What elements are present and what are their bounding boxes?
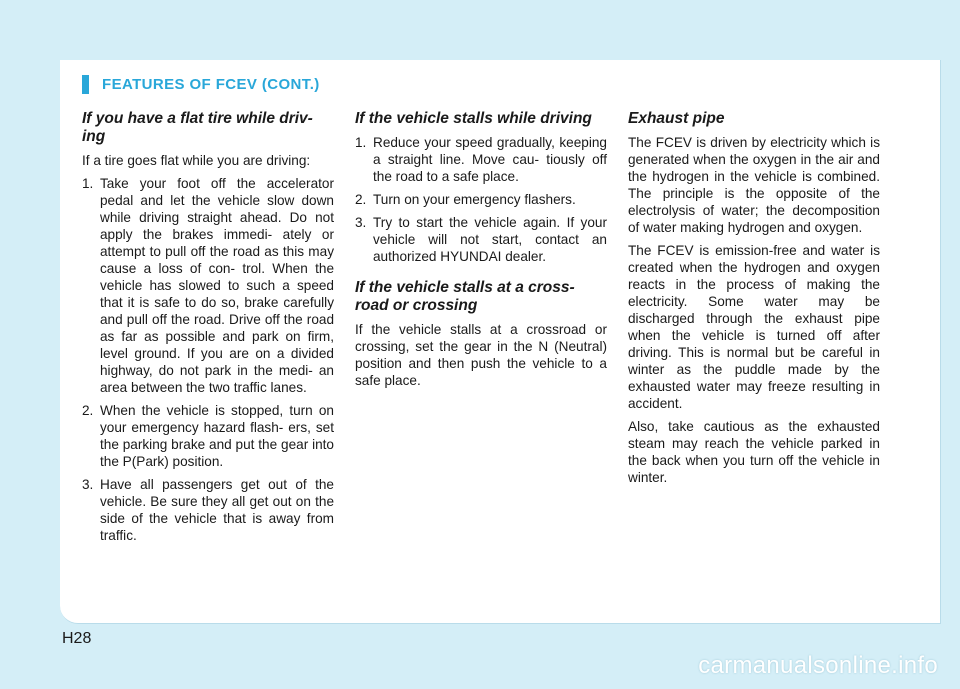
section-header xyxy=(60,64,920,100)
item-number: 1. xyxy=(82,176,94,191)
column-flat-tire xyxy=(82,110,334,550)
item-text: When the vehicle is stopped, turn on your emergency hazard flash- ers, set the parking brake and put the gear into the P(Park) position. xyxy=(100,403,334,469)
heading-stall-driving: If the vehicle stalls while driving xyxy=(355,110,592,127)
list-item xyxy=(355,214,607,265)
heading-flat-tire: If you have a flat tire while driv- ing xyxy=(82,110,313,145)
header-accent-bar xyxy=(82,75,89,94)
item-text: Take your foot off the accelerator pedal and let the vehicle slow down while driving straight ahead. Do not apply the brakes immedi- ately or attempt to pull off the road as this may cause a loss of con- trol. When the vehicle has slowed to such a speed that it is safe to do so, brake carefully and pull off the road. Drive off the road as far as possible and park on firm, level ground. If you are on a divided highway, do not park in the medi- an area between the two traffic lanes. xyxy=(100,176,334,395)
column-stall xyxy=(355,110,607,395)
flat-tire-intro: If a tire goes flat while you are driving: xyxy=(82,153,311,168)
exhaust-paragraph: Also, take cautious as the exhausted steam may reach the vehicle parked in the back when you turn off the vehicle in winter. xyxy=(628,419,880,485)
list-item xyxy=(82,476,334,544)
exhaust-paragraph: The FCEV is emission-free and water is created when the hydrogen and oxygen reacts in the process of making the electricity. Some water may be discharged through the exhaust pipe when the vehicle is turned off after driving. This is normal but be careful in winter as the puddle made by the exhausted water may freeze resulting in accident. xyxy=(628,243,880,411)
item-text: Turn on your emergency flashers. xyxy=(373,192,576,207)
item-number: 3. xyxy=(355,215,367,230)
stall-steps xyxy=(355,134,607,265)
item-text: Reduce your speed gradually, keeping a straight line. Move cau- tiously off the road to a safe place. xyxy=(373,135,607,184)
item-number: 3. xyxy=(82,477,94,492)
item-number: 2. xyxy=(82,403,94,418)
column-exhaust xyxy=(628,110,880,492)
list-item xyxy=(355,191,607,208)
item-text: Have all passengers get out of the vehicle. Be sure they all get out on the side of the vehicle that is away from traffic. xyxy=(100,477,334,543)
list-item xyxy=(355,134,607,185)
page-number: H28 xyxy=(62,630,92,647)
stall-crossroad-text: If the vehicle stalls at a crossroad or crossing, set the gear in the N (Neutral) position and then push the vehicle to a safe place. xyxy=(355,322,607,388)
heading-stall-crossroad: If the vehicle stalls at a cross- road or crossing xyxy=(355,279,575,314)
exhaust-paragraph: The FCEV is driven by electricity which is generated when the oxygen in the air and the hydrogen in the vehicle is combined. The principle is the opposite of the electrolysis of water; the decomposition of water making hydrogen and oxygen. xyxy=(628,135,880,235)
watermark: carmanualsonline.info xyxy=(698,652,938,679)
item-number: 1. xyxy=(355,135,367,150)
heading-exhaust-pipe: Exhaust pipe xyxy=(628,110,725,127)
flat-tire-steps xyxy=(82,175,334,544)
list-item xyxy=(82,175,334,396)
item-number: 2. xyxy=(355,192,367,207)
list-item xyxy=(82,402,334,470)
item-text: Try to start the vehicle again. If your vehicle will not start, contact an authorized HYUNDAI dealer. xyxy=(373,215,607,264)
section-title: FEATURES OF FCEV (CONT.) xyxy=(102,76,320,93)
